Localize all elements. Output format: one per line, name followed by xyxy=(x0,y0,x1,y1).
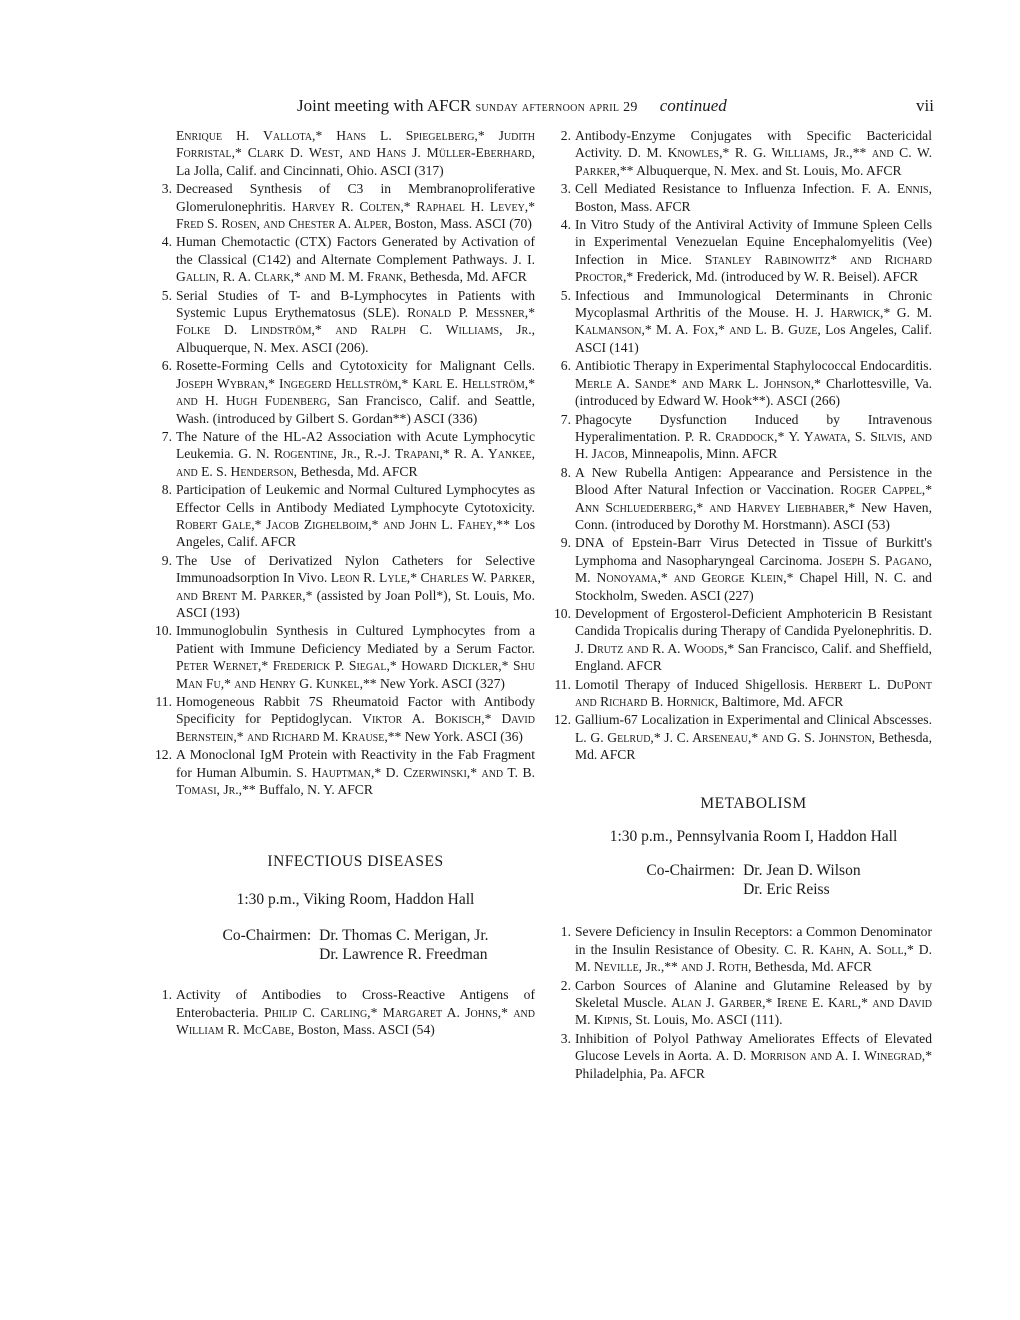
entry-body xyxy=(575,411,932,463)
entry-body xyxy=(575,357,932,409)
entry-body xyxy=(176,233,535,285)
abstract-entry xyxy=(560,216,933,286)
entry-body xyxy=(575,180,932,215)
abstract-entry xyxy=(554,711,932,763)
section-title-metabolism: METABOLISM xyxy=(700,794,807,812)
abstract-entry xyxy=(560,464,933,534)
entry-affiliation: New Haven, Conn. (introduced by Dorothy M. Horstmann). ASCI (53) xyxy=(575,499,933,532)
entry-body xyxy=(176,180,535,232)
entry-number: 4. xyxy=(161,234,172,250)
chair-names xyxy=(319,926,488,964)
entry-authors: D. M. Knowles,* R. G. Williams, Jr.,** and C. W. Parker,** xyxy=(575,145,932,178)
entry-title: A New Rubella Antigen: Appearance and Persistence in the Blood After Natural Infection or Vaccination. xyxy=(575,464,932,498)
entry-title: Serial Studies of T- and B-Lymphocytes in Patients with Systemic Lupus Erythematosus (SLE). xyxy=(176,287,535,321)
entry-affiliation: Boston, Mass. ASCI (54) xyxy=(294,1022,435,1038)
entry-title: Activity of Antibodies to Cross-Reactive Antigens of Enterobacteria. xyxy=(176,987,535,1020)
entry-affiliation: Bethesda, Md. AFCR xyxy=(406,269,527,285)
entry-authors: Philip C. Carling,* Margaret A. Johns,* and William R. McCabe, xyxy=(176,1004,535,1038)
entry-authors: A. D. Morrison and A. I. Winegrad,* xyxy=(715,1048,932,1064)
entry-title: Carbon Sources of Alanine and Glutamine Released by by Skeletal Muscle. xyxy=(575,977,932,1011)
entry-affiliation: Los Angeles, Calif. AFCR xyxy=(176,516,535,550)
entry-authors: Ronald P. Messner,* Folke D. Lindström,* and Ralph C. Williams, Jr., xyxy=(176,305,535,338)
entry-authors: P. R. Craddock,* Y. Yawata, S. Silvis, and H. Jacob, xyxy=(575,428,932,462)
carryover-entry xyxy=(176,127,535,179)
header-date: sunday afternoon april 29 xyxy=(475,100,638,115)
section-time-metabolism: 1:30 p.m., Pennsylvania Room I, Haddon Hall xyxy=(609,828,898,846)
entry-number: 9. xyxy=(161,552,172,568)
entry-authors: Viktor A. Bokisch,* David Bernstein,* and Richard M. Krause,** xyxy=(176,711,535,744)
entry-affiliation: Frederick, Md. (introduced by W. R. Beisel). AFCR xyxy=(633,269,919,285)
entry-affiliation: Philadelphia, Pa. AFCR xyxy=(575,1065,705,1081)
entry-body xyxy=(176,986,535,1038)
entry-affiliation: Bethesda, Md. AFCR xyxy=(751,959,872,975)
entry-body xyxy=(176,481,535,551)
entry-body xyxy=(176,746,535,798)
abstract-entry xyxy=(560,923,932,975)
section-time-infectious: 1:30 p.m., Viking Room, Haddon Hall xyxy=(236,890,475,908)
entry-affiliation: Chapel Hill, N. C. and Stockholm, Sweden. ASCI (227) xyxy=(575,570,932,603)
entry-affiliation: (assisted by Joan Poll*), St. Louis, Mo. ASCI (193) xyxy=(176,587,535,620)
entry-affiliation: Bethesda, Md. AFCR xyxy=(297,463,418,479)
abstract-entry xyxy=(161,552,535,622)
entry-authors: Joseph Wybran,* Ingegerd Hellström,* Karl E. Hellström,* and H. Hugh Fudenberg, xyxy=(176,375,535,409)
entry-authors: Herbert L. DuPont and Richard B. Hornick, xyxy=(575,676,932,709)
right-column xyxy=(554,127,933,1083)
entry-authors: J. I. Gallin, R. A. Clark,* and M. M. Frank, xyxy=(176,251,535,285)
entry-title: The Use of Derivatized Nylon Catheters for Selective Immunoadsorption In Vivo. xyxy=(176,552,535,586)
entry-body xyxy=(575,711,932,763)
entry-body xyxy=(575,127,932,179)
entry-number: 9. xyxy=(560,535,571,551)
entry-number: 7. xyxy=(161,428,172,444)
entry-affiliation: St. Louis, Mo. ASCI (111). xyxy=(632,1012,783,1028)
entry-title: Antibody-Enzyme Conjugates with Specific Bactericidal Activity. xyxy=(575,128,932,161)
entry-body xyxy=(176,428,535,480)
abstract-entry xyxy=(560,411,932,463)
entry-body xyxy=(575,977,932,1029)
section-chairs-infectious xyxy=(176,926,535,964)
entry-title: The Nature of the HL-A2 Association with Acute Lymphocytic Leukemia. xyxy=(176,428,535,462)
entry-number: 11. xyxy=(554,676,571,692)
entry-body xyxy=(575,534,932,604)
right-abstract-list xyxy=(554,127,933,764)
entry-body xyxy=(575,923,932,975)
entry-authors: C. R. Kahn, A. Soll,* D. M. Neville, Jr.,** and J. Roth, xyxy=(575,941,932,975)
entry-authors: S. Hauptman,* D. Czerwinski,* and T. B. Tomasi, Jr.,** xyxy=(176,764,535,798)
entry-title: Gallium-67 Localization in Experimental and Clinical Abscesses. xyxy=(575,712,932,728)
entry-title: DNA of Epstein-Barr Virus Detected in Tissue of Burkitt's Lymphoma and Nasopharyngeal Carcinoma. xyxy=(575,535,932,568)
abstract-entry xyxy=(560,357,933,409)
abstract-entry xyxy=(161,986,535,1038)
entry-affiliation: Boston, Mass. ASCI (70) xyxy=(391,216,532,232)
entry-number: 8. xyxy=(161,482,172,498)
entry-affiliation: San Francisco, Calif. and Sheffield, England. AFCR xyxy=(575,640,932,674)
entry-authors: F. A. Ennis, xyxy=(861,181,932,197)
abstract-entry xyxy=(161,233,535,285)
entry-affiliation: Boston, Mass. AFCR xyxy=(575,198,691,214)
entry-title: Participation of Leukemic and Normal Cultured Lymphocytes as Effector Cells in Antibody Mediated Lymphocyte Cytotoxicity. xyxy=(176,482,535,515)
chair-names xyxy=(743,861,860,899)
page-number: vii xyxy=(916,96,934,115)
entry-affiliation: Baltimore, Md. AFCR xyxy=(718,694,844,709)
entry-title: A Monoclonal IgM Protein with Reactivity in the Fab Fragment for Human Albumin. xyxy=(176,747,535,780)
entry-number: 3. xyxy=(560,181,571,197)
entry-authors: D. J. Drutz and R. A. Woods,* xyxy=(575,623,932,656)
entry-body xyxy=(176,127,535,179)
chair-label: Co-Chairmen: xyxy=(222,927,312,945)
infectious-abstract-list xyxy=(161,986,535,1038)
entry-body xyxy=(575,216,932,286)
running-header xyxy=(0,96,1020,120)
entry-affiliation: Albuquerque, N. Mex. and St. Louis, Mo. AFCR xyxy=(633,162,902,178)
entry-authors: Peter Wernet,* Frederick P. Siegal,* Howard Dickler,* Shu Man Fu,* and Henry G. Kunkel,** xyxy=(176,658,535,691)
entry-affiliation: Los Angeles, Calif. ASCI (141) xyxy=(575,322,932,355)
entry-affiliation: San Francisco, Calif. and Seattle, Wash. (introduced by Gilbert S. Gordan**) ASCI (336) xyxy=(176,393,535,426)
entry-title: Lomotil Therapy of Induced Shigellosis. xyxy=(575,676,809,692)
entry-authors: Merle A. Sande* and Mark L. Johnson,* xyxy=(575,375,821,391)
abstract-entry xyxy=(155,622,535,692)
abstract-entry xyxy=(161,357,535,427)
entry-body xyxy=(176,693,535,745)
entry-number: 10. xyxy=(155,623,172,639)
entry-number: 5. xyxy=(560,287,571,303)
entry-number: 3. xyxy=(560,1030,571,1046)
entry-number: 3. xyxy=(161,181,172,197)
chair-label: Co-Chairmen: xyxy=(646,862,736,880)
abstract-entry xyxy=(560,127,932,179)
section-title-infectious: INFECTIOUS DISEASES xyxy=(267,853,444,871)
abstract-entry xyxy=(560,287,932,357)
entry-number: 12. xyxy=(554,712,571,728)
entry-title: Severe Deficiency in Insulin Receptors: a Common Denominator in the Insulin Resistance of Obesity. xyxy=(575,924,932,957)
entry-affiliation: Albuquerque, N. Mex. ASCI (206). xyxy=(176,339,369,355)
entry-number: 5. xyxy=(161,287,172,303)
abstract-entry xyxy=(161,180,535,232)
abstract-entry xyxy=(554,676,932,711)
entry-title: Phagocyte Dysfunction Induced by Intravenous Hyperalimentation. xyxy=(575,411,932,444)
entry-affiliation: La Jolla, Calif. and Cincinnati, Ohio. ASCI (317) xyxy=(176,162,444,178)
section-chairs-metabolism xyxy=(575,861,932,899)
entry-number: 6. xyxy=(161,358,172,374)
entry-number: 1. xyxy=(560,924,571,940)
left-abstract-list xyxy=(155,180,535,798)
chair-name: Dr. Lawrence R. Freedman xyxy=(319,946,488,964)
entry-number: 7. xyxy=(560,411,571,427)
entry-number: 12. xyxy=(155,747,172,763)
entry-affiliation: New York. ASCI (36) xyxy=(401,728,523,744)
entry-body xyxy=(575,605,932,675)
entry-authors: Leon R. Lyle,* Charles W. Parker, and Brent M. Parker,* xyxy=(176,570,535,603)
header-title xyxy=(297,96,727,116)
entry-title: Human Chemotactic (CTX) Factors Generated by Activation of the Classical (C142) and Alternate Complement Pathways. xyxy=(176,234,535,267)
entry-authors: H. J. Harwick,* G. M. Kalmanson,* M. A. Fox,* and L. B. Guze, xyxy=(575,305,932,338)
chair-name: Dr. Thomas C. Merigan, Jr. xyxy=(319,927,489,945)
entry-affiliation: Bethesda, Md. AFCR xyxy=(575,729,932,763)
entry-title: Decreased Synthesis of C3 in Membranoproliferative Glomerulonephritis. xyxy=(176,181,535,214)
entry-title: Development of Ergosterol-Deficient Amphotericin B Resistant Candida Tropicalis during Therapy of Candida Pyelonephritis. xyxy=(575,605,932,639)
entry-number: 2. xyxy=(560,128,571,143)
abstract-entry xyxy=(161,428,535,480)
entry-authors: Alan J. Garber,* Irene E. Karl,* and David M. Kipnis, xyxy=(575,995,932,1028)
entry-number: 4. xyxy=(560,217,571,233)
entry-title: Immunoglobulin Synthesis in Cultured Lymphocytes from a Patient with Immune Deficiency Mediated by a Serum Factor. xyxy=(176,623,535,656)
abstract-entry xyxy=(161,481,535,551)
chair-name: Dr. Jean D. Wilson xyxy=(743,862,861,880)
entry-number: 6. xyxy=(560,358,571,374)
entry-title: Antibiotic Therapy in Experimental Staphylococcal Endocarditis. xyxy=(575,358,932,374)
entry-authors: L. G. Gelrud,* J. C. Arseneau,* and G. S. Johnston, xyxy=(575,729,876,745)
chair-name: Dr. Eric Reiss xyxy=(743,881,830,899)
entry-affiliation: New York. ASCI (327) xyxy=(376,675,505,691)
entry-title: Cell Mediated Resistance to Influenza Infection. xyxy=(575,181,855,197)
entry-number: 10. xyxy=(554,605,571,621)
abstract-entry xyxy=(560,180,932,215)
abstract-entry xyxy=(161,287,535,357)
entry-authors: Harvey R. Colten,* Raphael H. Levey,* Fred S. Rosen, and Chester A. Alper, xyxy=(176,198,535,232)
abstract-entry xyxy=(560,534,932,604)
entry-title: Inhibition of Polyol Pathway Ameliorates Effects of Elevated Glucose Levels in Aorta. xyxy=(575,1030,932,1064)
entry-number: 11. xyxy=(155,694,172,709)
entry-body xyxy=(176,287,535,357)
abstract-entry xyxy=(554,605,932,675)
entry-number: 1. xyxy=(161,987,172,1003)
entry-body xyxy=(575,676,932,711)
abstract-entry xyxy=(155,746,535,798)
metabolism-abstract-list xyxy=(560,923,932,1082)
entry-body xyxy=(176,622,535,692)
entry-body xyxy=(575,1030,932,1082)
entry-authors: Roger Cappel,* Ann Schluederberg,* and Harvey Liebhaber,* xyxy=(575,482,933,515)
entry-body xyxy=(176,552,535,622)
abstract-entry xyxy=(560,1030,932,1082)
entry-number: 2. xyxy=(560,977,571,993)
entry-affiliation: Buffalo, N. Y. AFCR xyxy=(255,782,373,798)
header-title-text: Joint meeting with AFCR xyxy=(297,96,472,115)
entry-authors: Joseph S. Pagano, M. Nonoyama,* and George Klein,* xyxy=(575,552,932,586)
entry-affiliation: Charlottesville, Va. (introduced by Edward W. Hook**). ASCI (266) xyxy=(575,375,933,409)
entry-title: Homogeneous Rabbit 7S Rheumatoid Factor with Antibody Specificity for Peptidoglycan. xyxy=(176,694,535,727)
entry-title: Infectious and Immunological Determinants in Chronic Mycoplasmal Arthritis of the Mouse. xyxy=(575,287,932,321)
entry-authors: Enrique H. Vallota,* Hans L. Spiegelberg,* Judith Forristal,* Clark D. West, and Hans J. Müller-Eberhard, xyxy=(176,128,535,161)
entry-number: 8. xyxy=(560,464,571,480)
left-column xyxy=(155,127,535,1039)
entry-body xyxy=(575,287,932,357)
entry-authors: G. N. Rogentine, Jr., R.-J. Trapani,* R. A. Yankee, and E. S. Henderson, xyxy=(176,446,535,479)
entry-affiliation: Minneapolis, Minn. AFCR xyxy=(628,446,778,462)
entry-authors: Stanley Rabinowitz* and Richard Proctor,* xyxy=(575,251,933,285)
entry-authors: Robert Gale,* Jacob Zighelboim,* and John L. Fahey,** xyxy=(176,516,510,532)
header-continued: continued xyxy=(659,96,727,115)
entry-title: In Vitro Study of the Antiviral Activity of Immune Spleen Cells in Experimental Venezuelan Equine Encephalomyelitis (Vee) Infection in Mice. xyxy=(575,217,932,267)
abstract-entry xyxy=(155,693,535,745)
entry-title: Rosette-Forming Cells and Cytotoxicity for Malignant Cells. xyxy=(176,358,535,374)
entry-body xyxy=(176,357,535,427)
entry-body xyxy=(575,464,932,534)
abstract-entry xyxy=(560,977,932,1029)
